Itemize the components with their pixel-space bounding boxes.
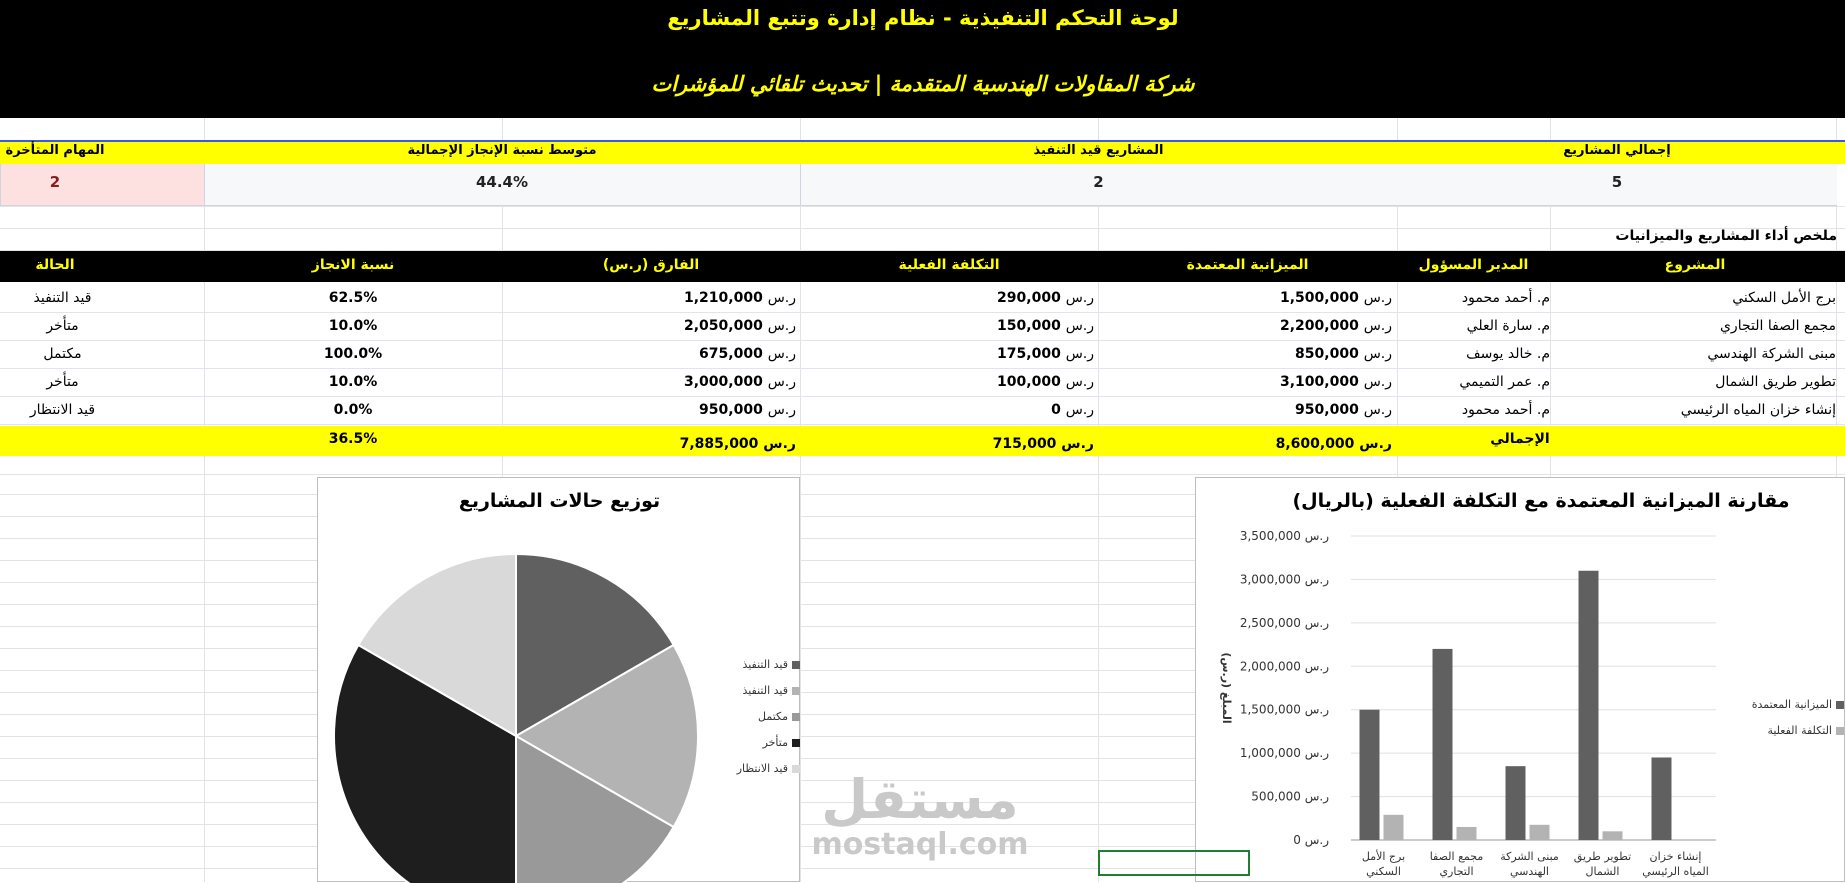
- currency-label: ر.س: [763, 436, 796, 452]
- legend-swatch: [792, 765, 800, 773]
- bar[interactable]: [1384, 815, 1404, 840]
- section-title: ملخص أداء المشاريع والميزانيات: [1615, 228, 1837, 244]
- cell-variance[interactable]: [506, 370, 796, 394]
- bar[interactable]: [1360, 710, 1380, 840]
- cell-budget-value: 850,000: [1295, 346, 1364, 362]
- currency-label: ر.س: [1363, 402, 1392, 418]
- bar[interactable]: [1433, 649, 1453, 840]
- budget-bar-chart[interactable]: [1195, 477, 1845, 882]
- currency-label: ر.س: [1065, 402, 1094, 418]
- currency-label: ر.س: [1065, 318, 1094, 334]
- legend-item: [720, 684, 800, 710]
- cell-variance-value: 950,000: [699, 402, 768, 418]
- currency-label: ر.س: [767, 318, 796, 334]
- currency-label: ر.س: [767, 402, 796, 418]
- bar-legend: [1736, 698, 1844, 750]
- cell-status[interactable]: متأخر: [46, 374, 79, 390]
- y-tick-label: ر.س 2,500,000: [1239, 615, 1329, 630]
- cell-actual[interactable]: [804, 398, 1094, 422]
- cell-completion[interactable]: 0.0%: [333, 402, 373, 418]
- currency-label: ر.س: [767, 290, 796, 306]
- cell-variance[interactable]: [506, 342, 796, 366]
- cell-manager[interactable]: م. خالد يوسف: [1466, 346, 1550, 362]
- legend-swatch: [792, 687, 800, 695]
- bar[interactable]: [1603, 831, 1623, 840]
- bar[interactable]: [1652, 757, 1672, 840]
- pie-chart-title: توزيع حالات المشاريع: [458, 490, 661, 512]
- col-project-header[interactable]: المشروع: [1664, 257, 1726, 273]
- legend-item: [720, 736, 800, 762]
- x-tick-label: التجاري: [1439, 865, 1474, 878]
- legend-item: [720, 658, 800, 684]
- cell-status[interactable]: قيد الانتظار: [29, 402, 96, 418]
- col-variance-header[interactable]: الفارق (ر.س): [602, 257, 700, 273]
- currency-label: ر.س: [1363, 290, 1392, 306]
- cell-budget[interactable]: [1102, 398, 1392, 422]
- currency-label: ر.س: [1061, 436, 1094, 452]
- column-divider: [204, 118, 205, 882]
- cell-budget-value: 1,500,000: [1279, 290, 1364, 306]
- totals-actual-value: 715,000: [992, 436, 1057, 452]
- x-tick-label: إنشاء خزان: [1649, 850, 1702, 863]
- col-status-header[interactable]: الحالة: [35, 257, 75, 273]
- legend-swatch: [792, 661, 800, 669]
- watermark-logo: [805, 770, 1035, 870]
- legend-swatch: [792, 739, 800, 747]
- row-divider: [0, 368, 1845, 369]
- currency-label: ر.س: [1363, 318, 1392, 334]
- watermark-arabic: مستقل: [821, 768, 1019, 831]
- y-tick-label: ر.س 3,000,000: [1239, 572, 1329, 587]
- col-actual-header[interactable]: التكلفة الفعلية: [898, 257, 1000, 273]
- totals-budget[interactable]: [1102, 432, 1392, 456]
- currency-label: ر.س: [1065, 374, 1094, 390]
- currency-label: ر.س: [1065, 290, 1094, 306]
- y-axis-label: المبلغ (ر.س): [1220, 652, 1233, 724]
- cell-actual-value: 0: [1051, 402, 1066, 418]
- status-pie-chart[interactable]: [317, 477, 800, 882]
- bar-chart-title: مقارنة الميزانية المعتمدة مع التكلفة الفعلية (بالريال): [1292, 490, 1790, 512]
- totals-budget-value: 8,600,000: [1275, 436, 1355, 452]
- cell-variance-value: 1,210,000: [683, 290, 768, 306]
- kpi-in-progress-label: المشاريع قيد التنفيذ: [1033, 143, 1164, 158]
- legend-label: قيد التنفيذ: [742, 658, 788, 671]
- bar[interactable]: [1457, 827, 1477, 840]
- cell-status[interactable]: متأخر: [46, 318, 79, 334]
- cell-budget-value: 3,100,000: [1279, 374, 1364, 390]
- currency-label: ر.س: [1359, 436, 1392, 452]
- page-title: لوحة التحكم التنفيذية - نظام إدارة وتتبع المشاريع: [667, 6, 1179, 30]
- legend-label: متأخر: [762, 736, 788, 749]
- pie-legend: [720, 658, 800, 788]
- cell-budget-value: 950,000: [1295, 402, 1364, 418]
- cell-budget[interactable]: [1102, 314, 1392, 338]
- cell-actual-value: 150,000: [997, 318, 1066, 334]
- cell-manager[interactable]: م. سارة العلي: [1466, 318, 1550, 334]
- totals-actual[interactable]: [804, 432, 1094, 456]
- cell-actual-value: 100,000: [997, 374, 1066, 390]
- cell-status[interactable]: قيد التنفيذ: [33, 290, 92, 306]
- x-tick-label: برج الأمل: [1361, 850, 1406, 863]
- cell-completion[interactable]: 10.0%: [328, 318, 378, 334]
- cell-variance[interactable]: [506, 286, 796, 310]
- currency-label: ر.س: [1363, 346, 1392, 362]
- row-divider: [0, 228, 1845, 229]
- column-divider: [1098, 118, 1099, 882]
- legend-item: [1736, 698, 1844, 724]
- totals-variance-value: 7,885,000: [679, 436, 759, 452]
- cell-manager[interactable]: م. عمر التميمي: [1459, 374, 1550, 390]
- cell-actual-value: 290,000: [997, 290, 1066, 306]
- selected-cell[interactable]: [1098, 850, 1250, 876]
- bar[interactable]: [1579, 571, 1599, 840]
- cell-variance-value: 2,050,000: [683, 318, 768, 334]
- currency-label: ر.س: [767, 374, 796, 390]
- legend-item: [1736, 724, 1844, 750]
- currency-label: ر.س: [767, 346, 796, 362]
- row-divider: [0, 206, 1845, 207]
- bar-plot: [1196, 478, 1845, 883]
- legend-label: التكلفة الفعلية: [1767, 724, 1832, 737]
- cell-actual-value: 175,000: [997, 346, 1066, 362]
- y-tick-label: ر.س 500,000: [1251, 789, 1329, 804]
- cell-manager[interactable]: م. أحمد محمود: [1461, 402, 1550, 418]
- bar[interactable]: [1530, 825, 1550, 840]
- cell-budget[interactable]: [1102, 286, 1392, 310]
- legend-label: الميزانية المعتمدة: [1751, 698, 1832, 711]
- y-tick-label: ر.س 1,000,000: [1239, 746, 1329, 761]
- cell-completion[interactable]: 100.0%: [323, 346, 383, 362]
- kpi-total-value: 5: [1611, 173, 1623, 191]
- kpi-late-value: 2: [49, 173, 61, 191]
- legend-swatch: [792, 713, 800, 721]
- col-manager-header[interactable]: المدير المسؤول: [1418, 257, 1529, 273]
- legend-label: مكتمل: [758, 710, 788, 723]
- y-tick-label: ر.س 1,500,000: [1239, 702, 1329, 717]
- col-budget-header[interactable]: الميزانية المعتمدة: [1186, 257, 1309, 273]
- currency-label: ر.س: [1363, 374, 1392, 390]
- cell-project[interactable]: إنشاء خزان المياه الرئيسي: [1680, 402, 1836, 418]
- row-divider: [0, 474, 1845, 475]
- legend-item: [720, 710, 800, 736]
- legend-label: قيد الانتظار: [736, 762, 788, 775]
- cell-variance[interactable]: [506, 314, 796, 338]
- x-tick-label: السكني: [1366, 865, 1401, 878]
- cell-project[interactable]: برج الأمل السكني: [1732, 290, 1836, 306]
- y-tick-label: ر.س 2,000,000: [1239, 659, 1329, 674]
- y-tick-label: ر.س 0: [1293, 833, 1329, 847]
- bar[interactable]: [1506, 766, 1526, 840]
- totals-completion[interactable]: 36.5%: [328, 431, 378, 447]
- kpi-in-progress-value: 2: [1093, 173, 1104, 191]
- currency-label: ر.س: [1065, 346, 1094, 362]
- legend-label: قيد التنفيذ: [742, 684, 788, 697]
- x-tick-label: المياه الرئيسي: [1642, 865, 1709, 878]
- col-completion-header[interactable]: نسبة الانجاز: [311, 257, 395, 273]
- x-tick-label: مجمع الصفا: [1429, 850, 1484, 863]
- cell-actual[interactable]: [804, 314, 1094, 338]
- cell-variance-value: 675,000: [699, 346, 768, 362]
- x-tick-label: تطوير طريق: [1573, 850, 1632, 863]
- cell-manager[interactable]: م. أحمد محمود: [1461, 290, 1550, 306]
- cell-variance[interactable]: [506, 398, 796, 422]
- row-divider: [0, 340, 1845, 341]
- x-tick-label: مبنى الشركة: [1500, 850, 1559, 863]
- kpi-late-label: المهام المتأخرة: [5, 143, 105, 158]
- cell-actual[interactable]: [804, 342, 1094, 366]
- page-subtitle: شركة المقاولات الهندسية المتقدمة | تحديث تلقائي للمؤشرات: [651, 72, 1195, 96]
- kpi-avg-value: 44.4%: [475, 173, 529, 191]
- cell-status[interactable]: مكتمل: [43, 346, 82, 362]
- y-tick-label: ر.س 3,500,000: [1239, 529, 1329, 543]
- cell-completion[interactable]: 10.0%: [328, 374, 378, 390]
- cell-project[interactable]: مجمع الصفا التجاري: [1719, 318, 1836, 334]
- cell-variance-value: 3,000,000: [683, 374, 768, 390]
- cell-project[interactable]: تطوير طريق الشمال: [1715, 374, 1836, 390]
- kpi-avg-completion-label: متوسط نسبة الإنجاز الإجمالية: [407, 143, 597, 158]
- x-tick-label: الشمال: [1585, 865, 1620, 878]
- cell-actual[interactable]: [804, 370, 1094, 394]
- row-divider: [0, 396, 1845, 397]
- cell-completion[interactable]: 62.5%: [328, 290, 378, 306]
- cell-project[interactable]: مبنى الشركة الهندسي: [1707, 346, 1836, 362]
- cell-budget[interactable]: [1102, 370, 1392, 394]
- legend-swatch: [1836, 727, 1844, 735]
- row-divider: [0, 312, 1845, 313]
- totals-variance[interactable]: [506, 432, 796, 456]
- cell-budget[interactable]: [1102, 342, 1392, 366]
- cell-actual[interactable]: [804, 286, 1094, 310]
- kpi-total-label: إجمالي المشاريع: [1563, 143, 1671, 158]
- x-tick-label: الهندسي: [1510, 865, 1549, 878]
- legend-item: [720, 762, 800, 788]
- totals-label[interactable]: الإجمالي: [1490, 431, 1550, 447]
- cell-budget-value: 2,200,000: [1279, 318, 1364, 334]
- legend-swatch: [1836, 701, 1844, 709]
- row-divider: [0, 424, 1845, 425]
- watermark-latin: mostaql.com: [811, 827, 1029, 862]
